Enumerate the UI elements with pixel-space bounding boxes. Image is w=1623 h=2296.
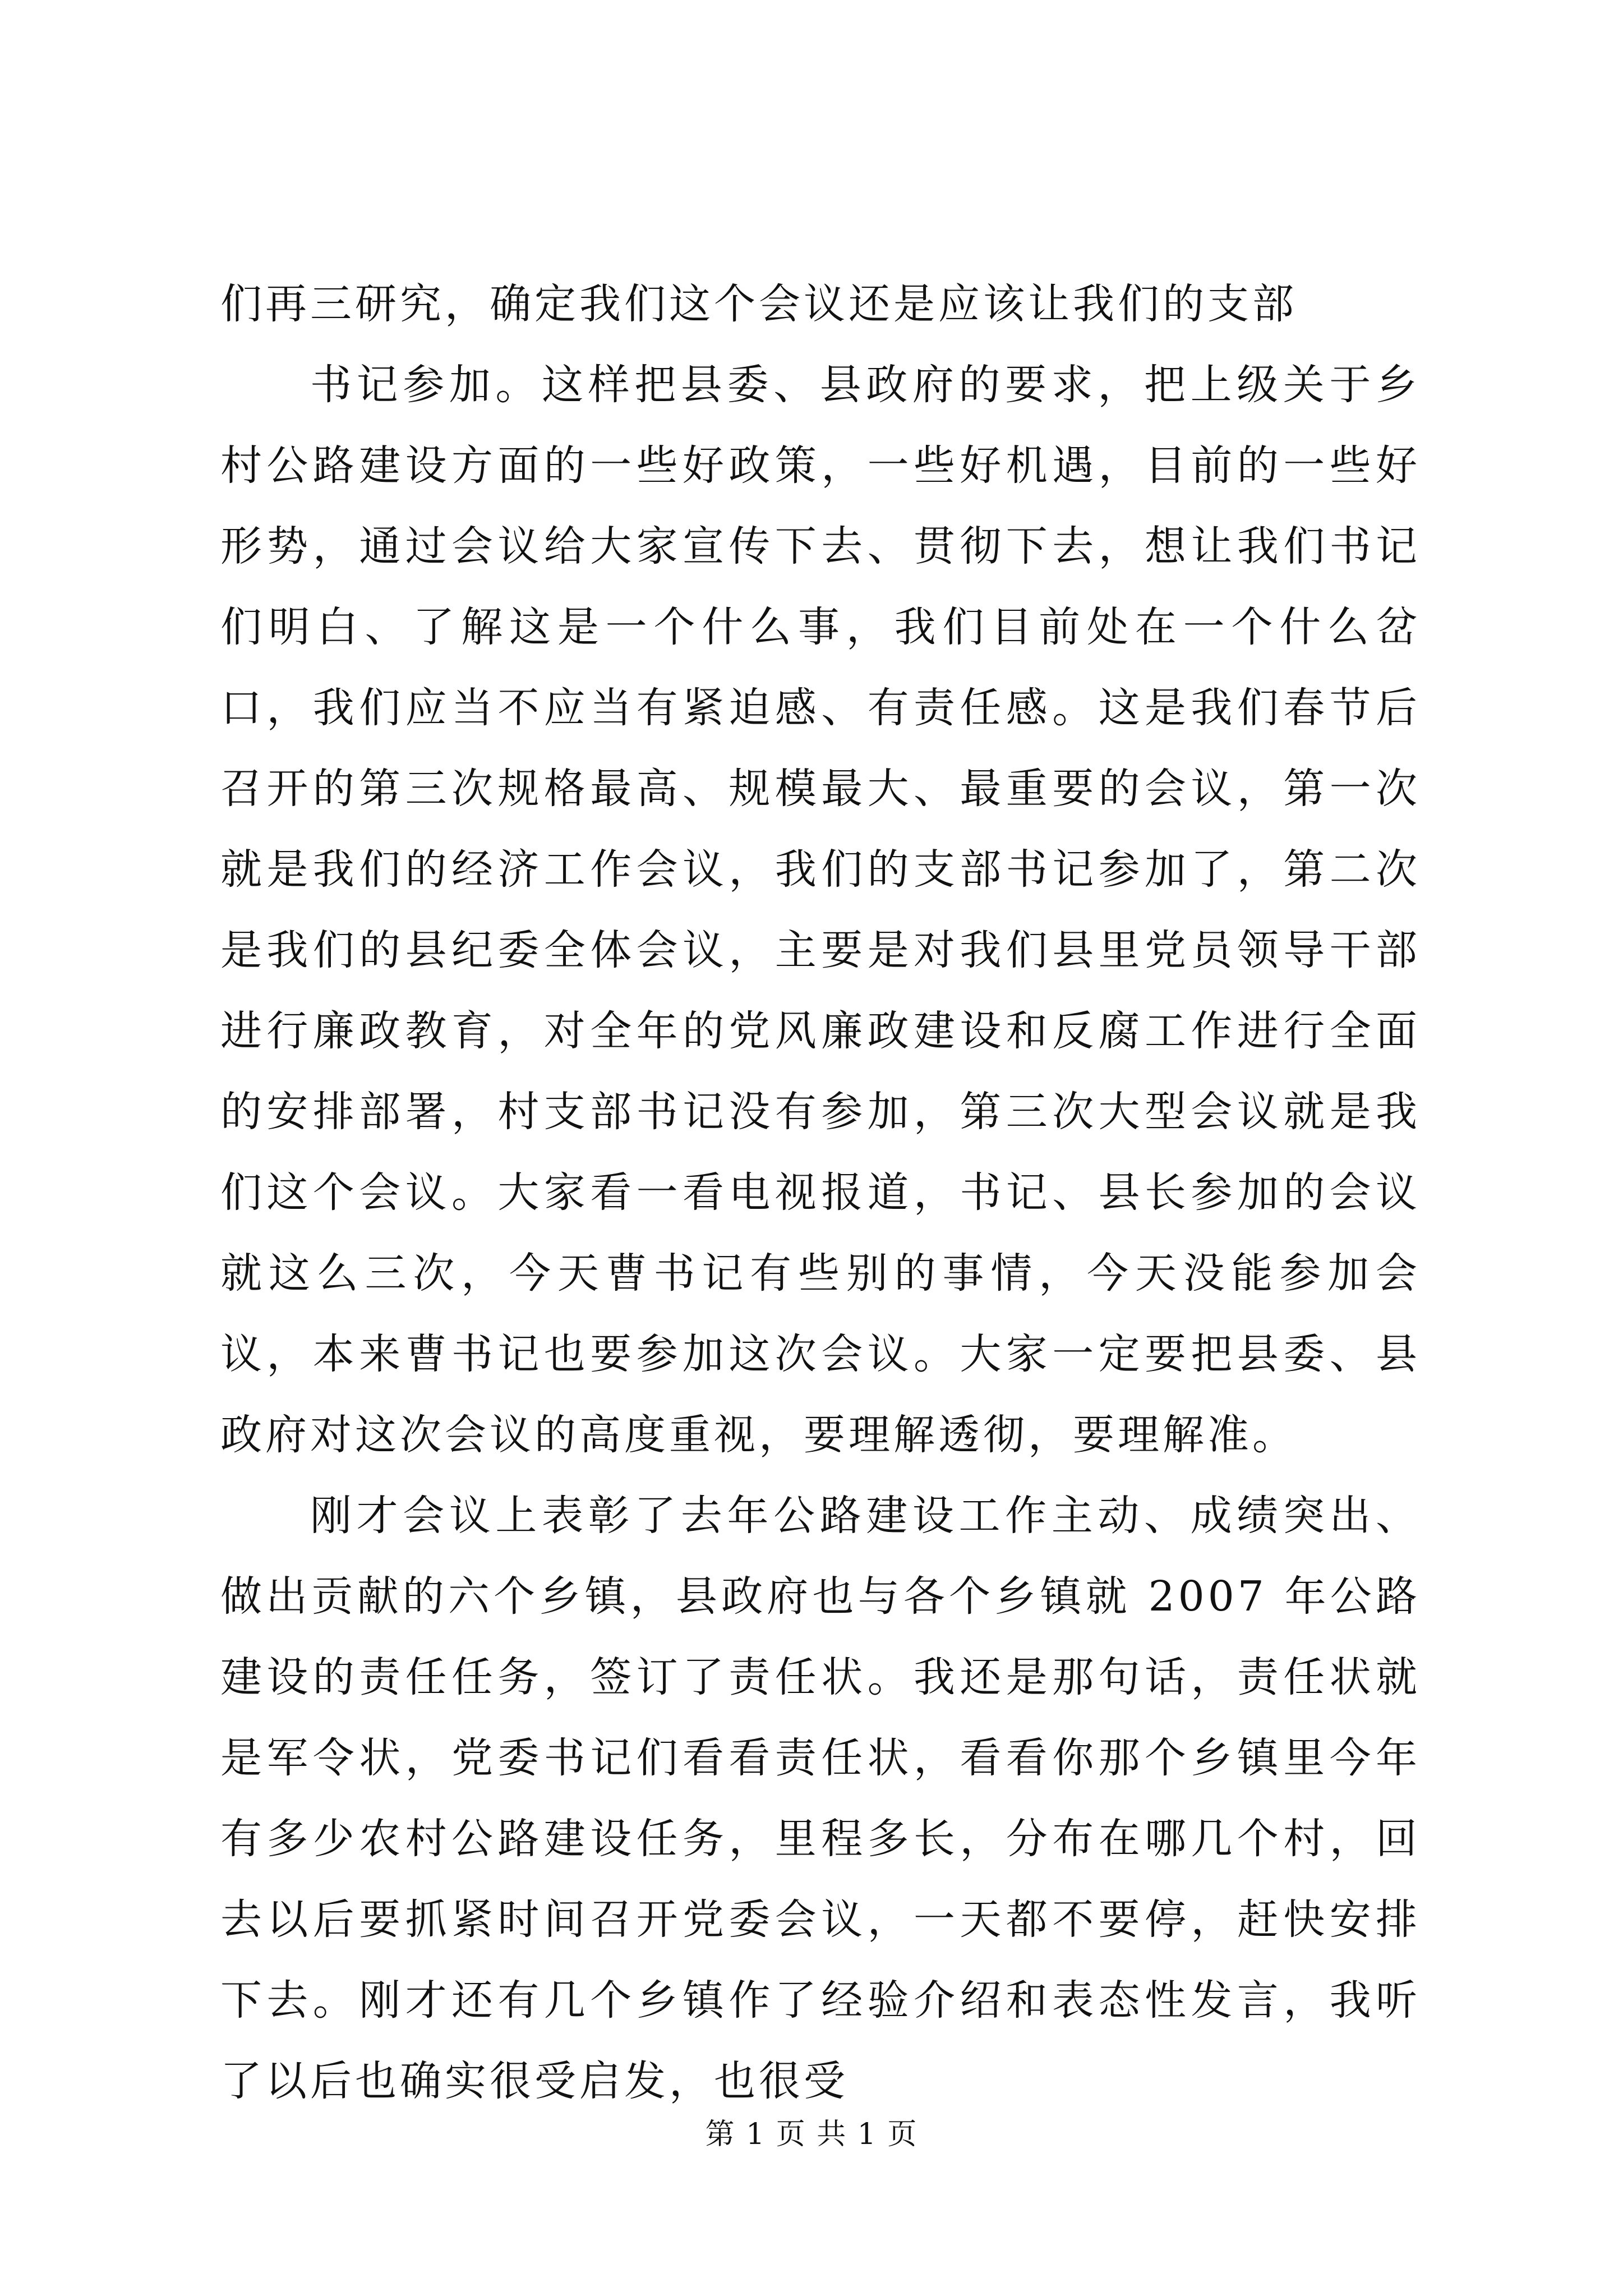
document-body: [220, 264, 1421, 2122]
paragraph-3: 刚才会议上表彰了去年公路建设工作主动、成绩突出、做出贡献的六个乡镇，县政府也与各个乡镇就 2007 年公路建设的责任任务，签订了责任状。我还是那句话，责任状就是军令状，党委书记们看看责任状，看看你那个乡镇里今年有多少农村公路建设任务，里程多长，分布在哪几个村，回去以后要抓紧时间召开党委会议，一天都不要停，赶快安排下去。刚才还有几个乡镇作了经验介绍和表态性发言，我听了以后也确实很受启发，也很受: [220, 1492, 1421, 2105]
paragraph-1: 们再三研究，确定我们这个会议还是应该让我们的支部: [220, 280, 1297, 328]
page-footer: 第 1 页 共 1 页: [705, 2118, 918, 2151]
paragraph-2: 书记参加。这样把县委、县政府的要求，把上级关于乡村公路建设方面的一些好政策，一些好机遇，目前的一些好形势，通过会议给大家宣传下去、贯彻下去，想让我们书记们明白、了解这是一个什么事，我们目前处在一个什么岔口，我们应当不应当有紧迫感、有责任感。这是我们春节后召开的第三次规格最高、规模最大、最重要的会议，第一次就是我们的经济工作会议，我们的支部书记参加了，第二次是我们的县纪委全体会议，主要是对我们县里党员领导干部进行廉政教育，对全年的党风廉政建设和反腐工作进行全面的安排部署，村支部书记没有参加，第三次大型会议就是我们这个会议。大家看一看电视报道，书记、县长参加的会议就这么三次，今天曹书记有些别的事情，今天没能参加会议，本来曹书记也要参加这次会议。大家一定要把县委、县政府对这次会议的高度重视，要理解透彻，要理解准。: [220, 361, 1421, 1459]
